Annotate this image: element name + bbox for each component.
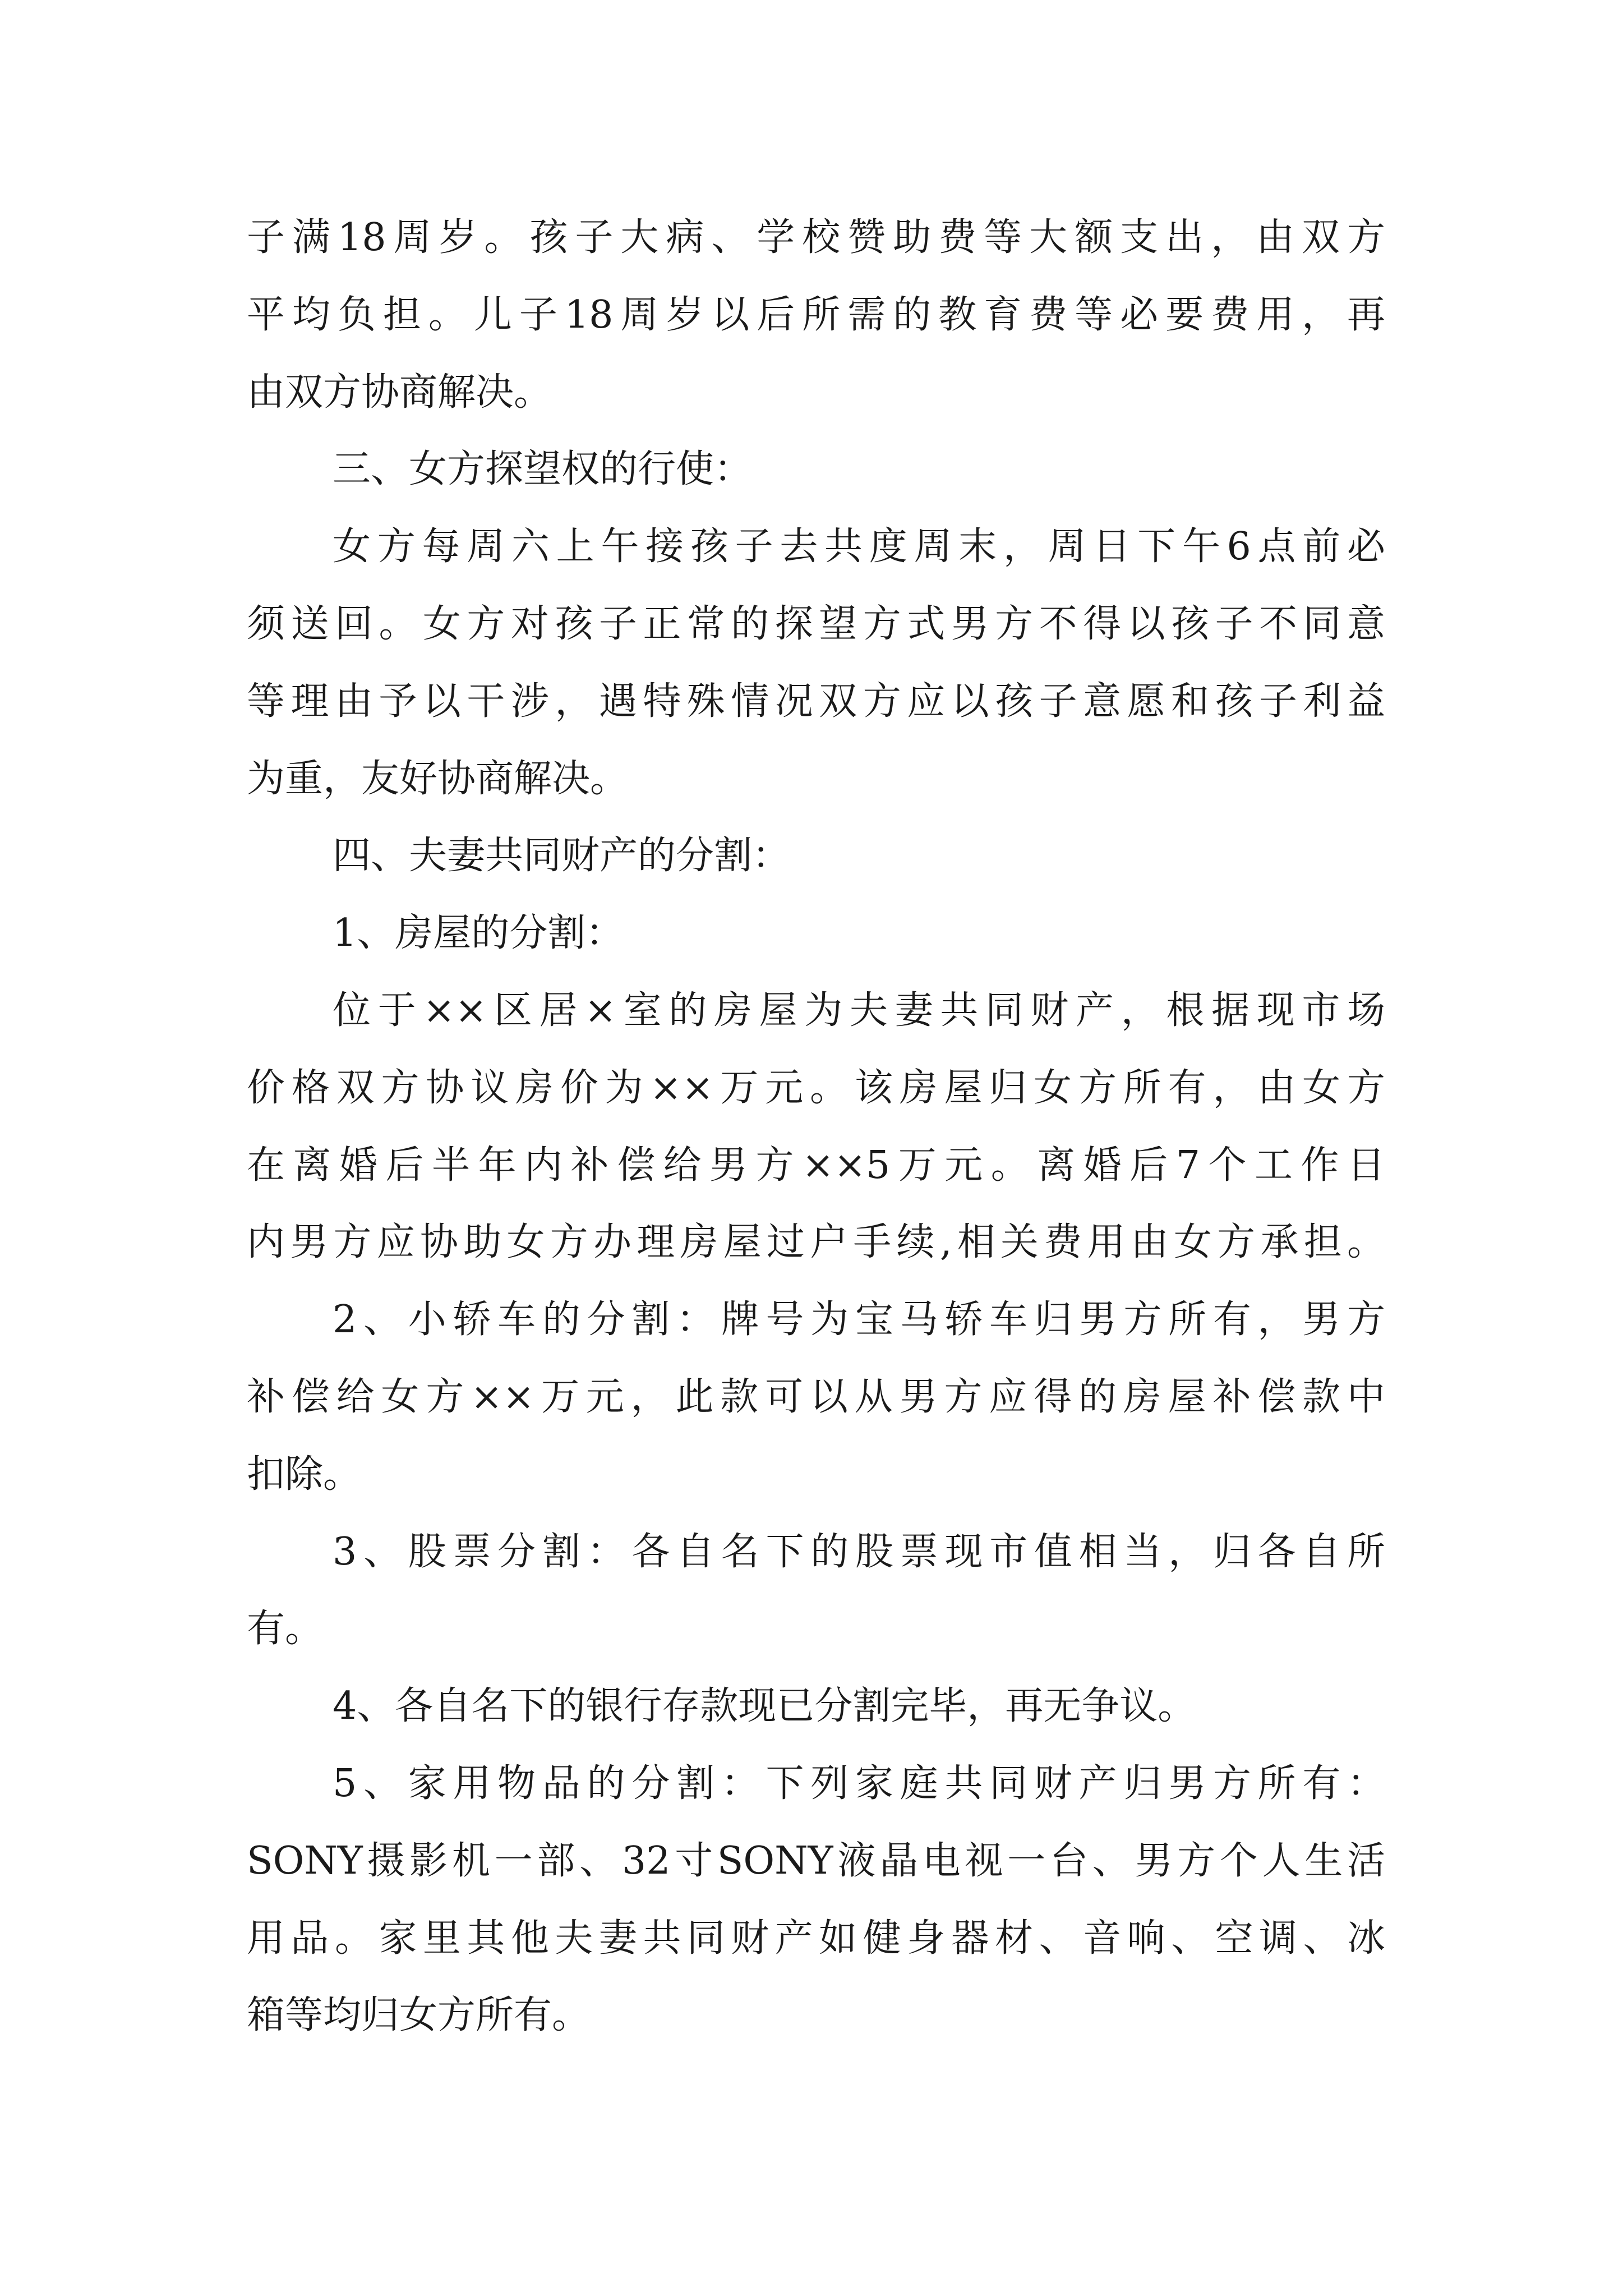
text-line: 由双方协商解决。 bbox=[247, 370, 552, 415]
text-line: 2、小轿车的分割：牌号为宝马轿车归男方所有，男方 bbox=[333, 1297, 1385, 1342]
text-line: 等理由予以干涉，遇特殊情况双方应以孩子意愿和孩子利益 bbox=[247, 679, 1385, 724]
section-heading: 四、夫妻共同财产的分割： bbox=[333, 834, 791, 878]
text-line: 女方每周六上午接孩子去共度周末，周日下午6点前必 bbox=[333, 524, 1385, 569]
text-line: 3、股票分割：各自名下的股票现市值相当，归各自所 bbox=[333, 1529, 1385, 1574]
document-page bbox=[247, 199, 1385, 2054]
text-line: 为重，友好协商解决。 bbox=[247, 756, 629, 801]
subsection-heading: 1、房屋的分割： bbox=[333, 911, 624, 956]
text-line: 扣除。 bbox=[247, 1452, 362, 1497]
text-line: 价格双方协议房价为××万元。该房屋归女方所有，由女方 bbox=[247, 1065, 1385, 1110]
text-line: 用品。家里其他夫妻共同财产如健身器材、音响、空调、冰 bbox=[247, 1916, 1385, 1961]
text-line: 须送回。女方对孩子正常的探望方式男方不得以孩子不同意 bbox=[247, 601, 1385, 646]
text-line: 箱等均归女方所有。 bbox=[247, 1993, 591, 2038]
section-heading: 三、女方探望权的行使： bbox=[333, 447, 753, 492]
text-line: 内男方应协助女方办理房屋过户手续,相关费用由女方承担。 bbox=[247, 1220, 1385, 1265]
text-line: 子满18周岁。孩子大病、学校赞助费等大额支出，由双方 bbox=[247, 215, 1385, 260]
text-line: 在离婚后半年内补偿给男方××5万元。离婚后7个工作日 bbox=[247, 1143, 1385, 1188]
text-line: 位于××区居×室的房屋为夫妻共同财产，根据现市场 bbox=[333, 988, 1385, 1033]
text-line: 4、各自名下的银行存款现已分割完毕，再无争议。 bbox=[333, 1684, 1196, 1729]
text-line: 补偿给女方××万元，此款可以从男方应得的房屋补偿款中 bbox=[247, 1374, 1385, 1419]
text-line: SONY摄影机一部、32寸SONY液晶电视一台、男方个人生活 bbox=[247, 1838, 1385, 1883]
text-line: 有。 bbox=[247, 1607, 324, 1651]
text-line: 5、家用物品的分割：下列家庭共同财产归男方所有： bbox=[333, 1761, 1385, 1806]
text-line: 平均负担。儿子18周岁以后所需的教育费等必要费用，再 bbox=[247, 292, 1385, 337]
